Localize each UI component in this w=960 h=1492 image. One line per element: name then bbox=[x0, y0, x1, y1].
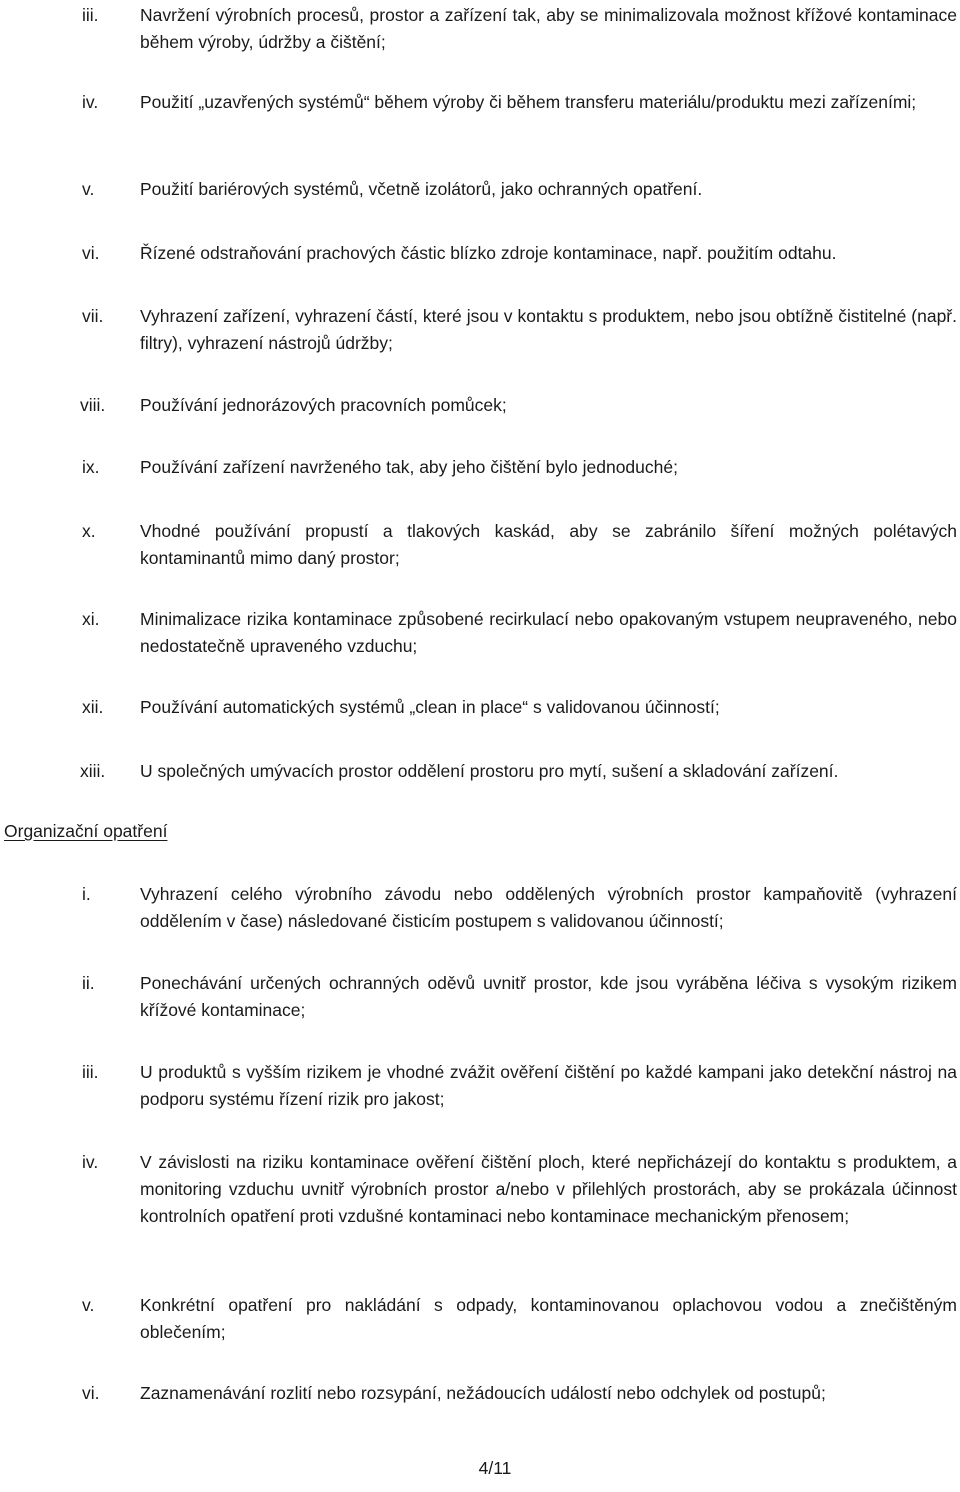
list-item-number: x. bbox=[82, 521, 96, 541]
list-item-number: viii. bbox=[80, 395, 106, 415]
list-item-number: xii. bbox=[82, 697, 104, 717]
list-item-text: Použití „uzavřených systémů“ během výroby či během transferu materiálu/produktu mezi zařízeními; bbox=[140, 92, 917, 112]
list-item-text: Řízené odstraňování prachových částic blízko zdroje kontaminace, např. použitím odtahu. bbox=[140, 243, 837, 263]
list-item-number: vi. bbox=[82, 1383, 100, 1403]
list-item-text: Použití bariérových systémů, včetně izolátorů, jako ochranných opatření. bbox=[140, 179, 703, 199]
list-item-text: Vhodné používání propustí a tlakových kaskád, aby se zabránilo šíření možných polétavých kontaminantů mimo daný prostor; bbox=[140, 521, 957, 568]
list-item-text: Používání automatických systémů „clean in place“ s validovanou účinností; bbox=[140, 697, 720, 717]
list-item-text: Zaznamenávání rozlití nebo rozsypání, nežádoucích událostí nebo odchylek od postupů; bbox=[140, 1383, 826, 1403]
list-item-text: V závislosti na riziku kontaminace ověření čištění ploch, které nepřicházejí do kontaktu s produktem, a monitoring vzduchu uvnitř výrobních prostor a/nebo v přilehlých prostorách, aby se prokázala účinnost kontrolních opatření proti vzdušné kontaminaci nebo kontaminace mechanickým přenosem; bbox=[140, 1152, 957, 1226]
list-item-number: v. bbox=[82, 1295, 95, 1315]
list-item-text: Vyhrazení celého výrobního závodu nebo oddělených výrobních prostor kampaňovitě (vyhrazení oddělením v čase) následované čisticím postupem s validovanou účinností; bbox=[140, 884, 957, 931]
list-item-number: iv. bbox=[82, 92, 99, 112]
list-item-number: iii. bbox=[82, 1062, 99, 1082]
list-item-number: i. bbox=[82, 884, 91, 904]
list-item-text: Používání zařízení navrženého tak, aby jeho čištění bylo jednoduché; bbox=[140, 457, 678, 477]
list-item-text: Minimalizace rizika kontaminace způsobené recirkulací nebo opakovaným vstupem neupraveného, nebo nedostatečně upraveného vzduchu; bbox=[140, 609, 957, 656]
list-item-number: ix. bbox=[82, 457, 100, 477]
section-heading: Organizační opatření bbox=[4, 821, 168, 841]
list-item-text: U společných umývacích prostor oddělení prostoru pro mytí, sušení a skladování zařízení. bbox=[140, 761, 839, 781]
list-item-text: Vyhrazení zařízení, vyhrazení částí, které jsou v kontaktu s produktem, nebo jsou obtížně čistitelné (např. filtry), vyhrazení nástrojů údržby; bbox=[140, 306, 957, 353]
list-item-number: iv. bbox=[82, 1152, 99, 1172]
list-item-number: v. bbox=[82, 179, 95, 199]
list-item-number: vi. bbox=[82, 243, 100, 263]
list-item-text: U produktů s vyšším rizikem je vhodné zvážit ověření čištění po každé kampani jako detekční nástroj na podporu systému řízení rizik pro jakost; bbox=[140, 1062, 957, 1109]
page-number: 4/11 bbox=[478, 1458, 512, 1478]
list-item-text: Ponechávání určených ochranných oděvů uvnitř prostor, kde jsou vyráběna léčiva s vysokým rizikem křížové kontaminace; bbox=[140, 973, 957, 1020]
list-item-text: Používání jednorázových pracovních pomůcek; bbox=[140, 395, 507, 415]
list-item-number: ii. bbox=[82, 973, 95, 993]
list-item-number: xiii. bbox=[80, 761, 106, 781]
list-item-text: Konkrétní opatření pro nakládání s odpady, kontaminovanou oplachovou vodou a znečištěným oblečením; bbox=[140, 1295, 957, 1342]
list-item-number: iii. bbox=[82, 5, 99, 25]
list-item-text: Navržení výrobních procesů, prostor a zařízení tak, aby se minimalizovala možnost křížové kontaminace během výroby, údržby a čištění; bbox=[140, 5, 957, 52]
list-item-number: vii. bbox=[82, 306, 104, 326]
list-item-number: xi. bbox=[82, 609, 100, 629]
